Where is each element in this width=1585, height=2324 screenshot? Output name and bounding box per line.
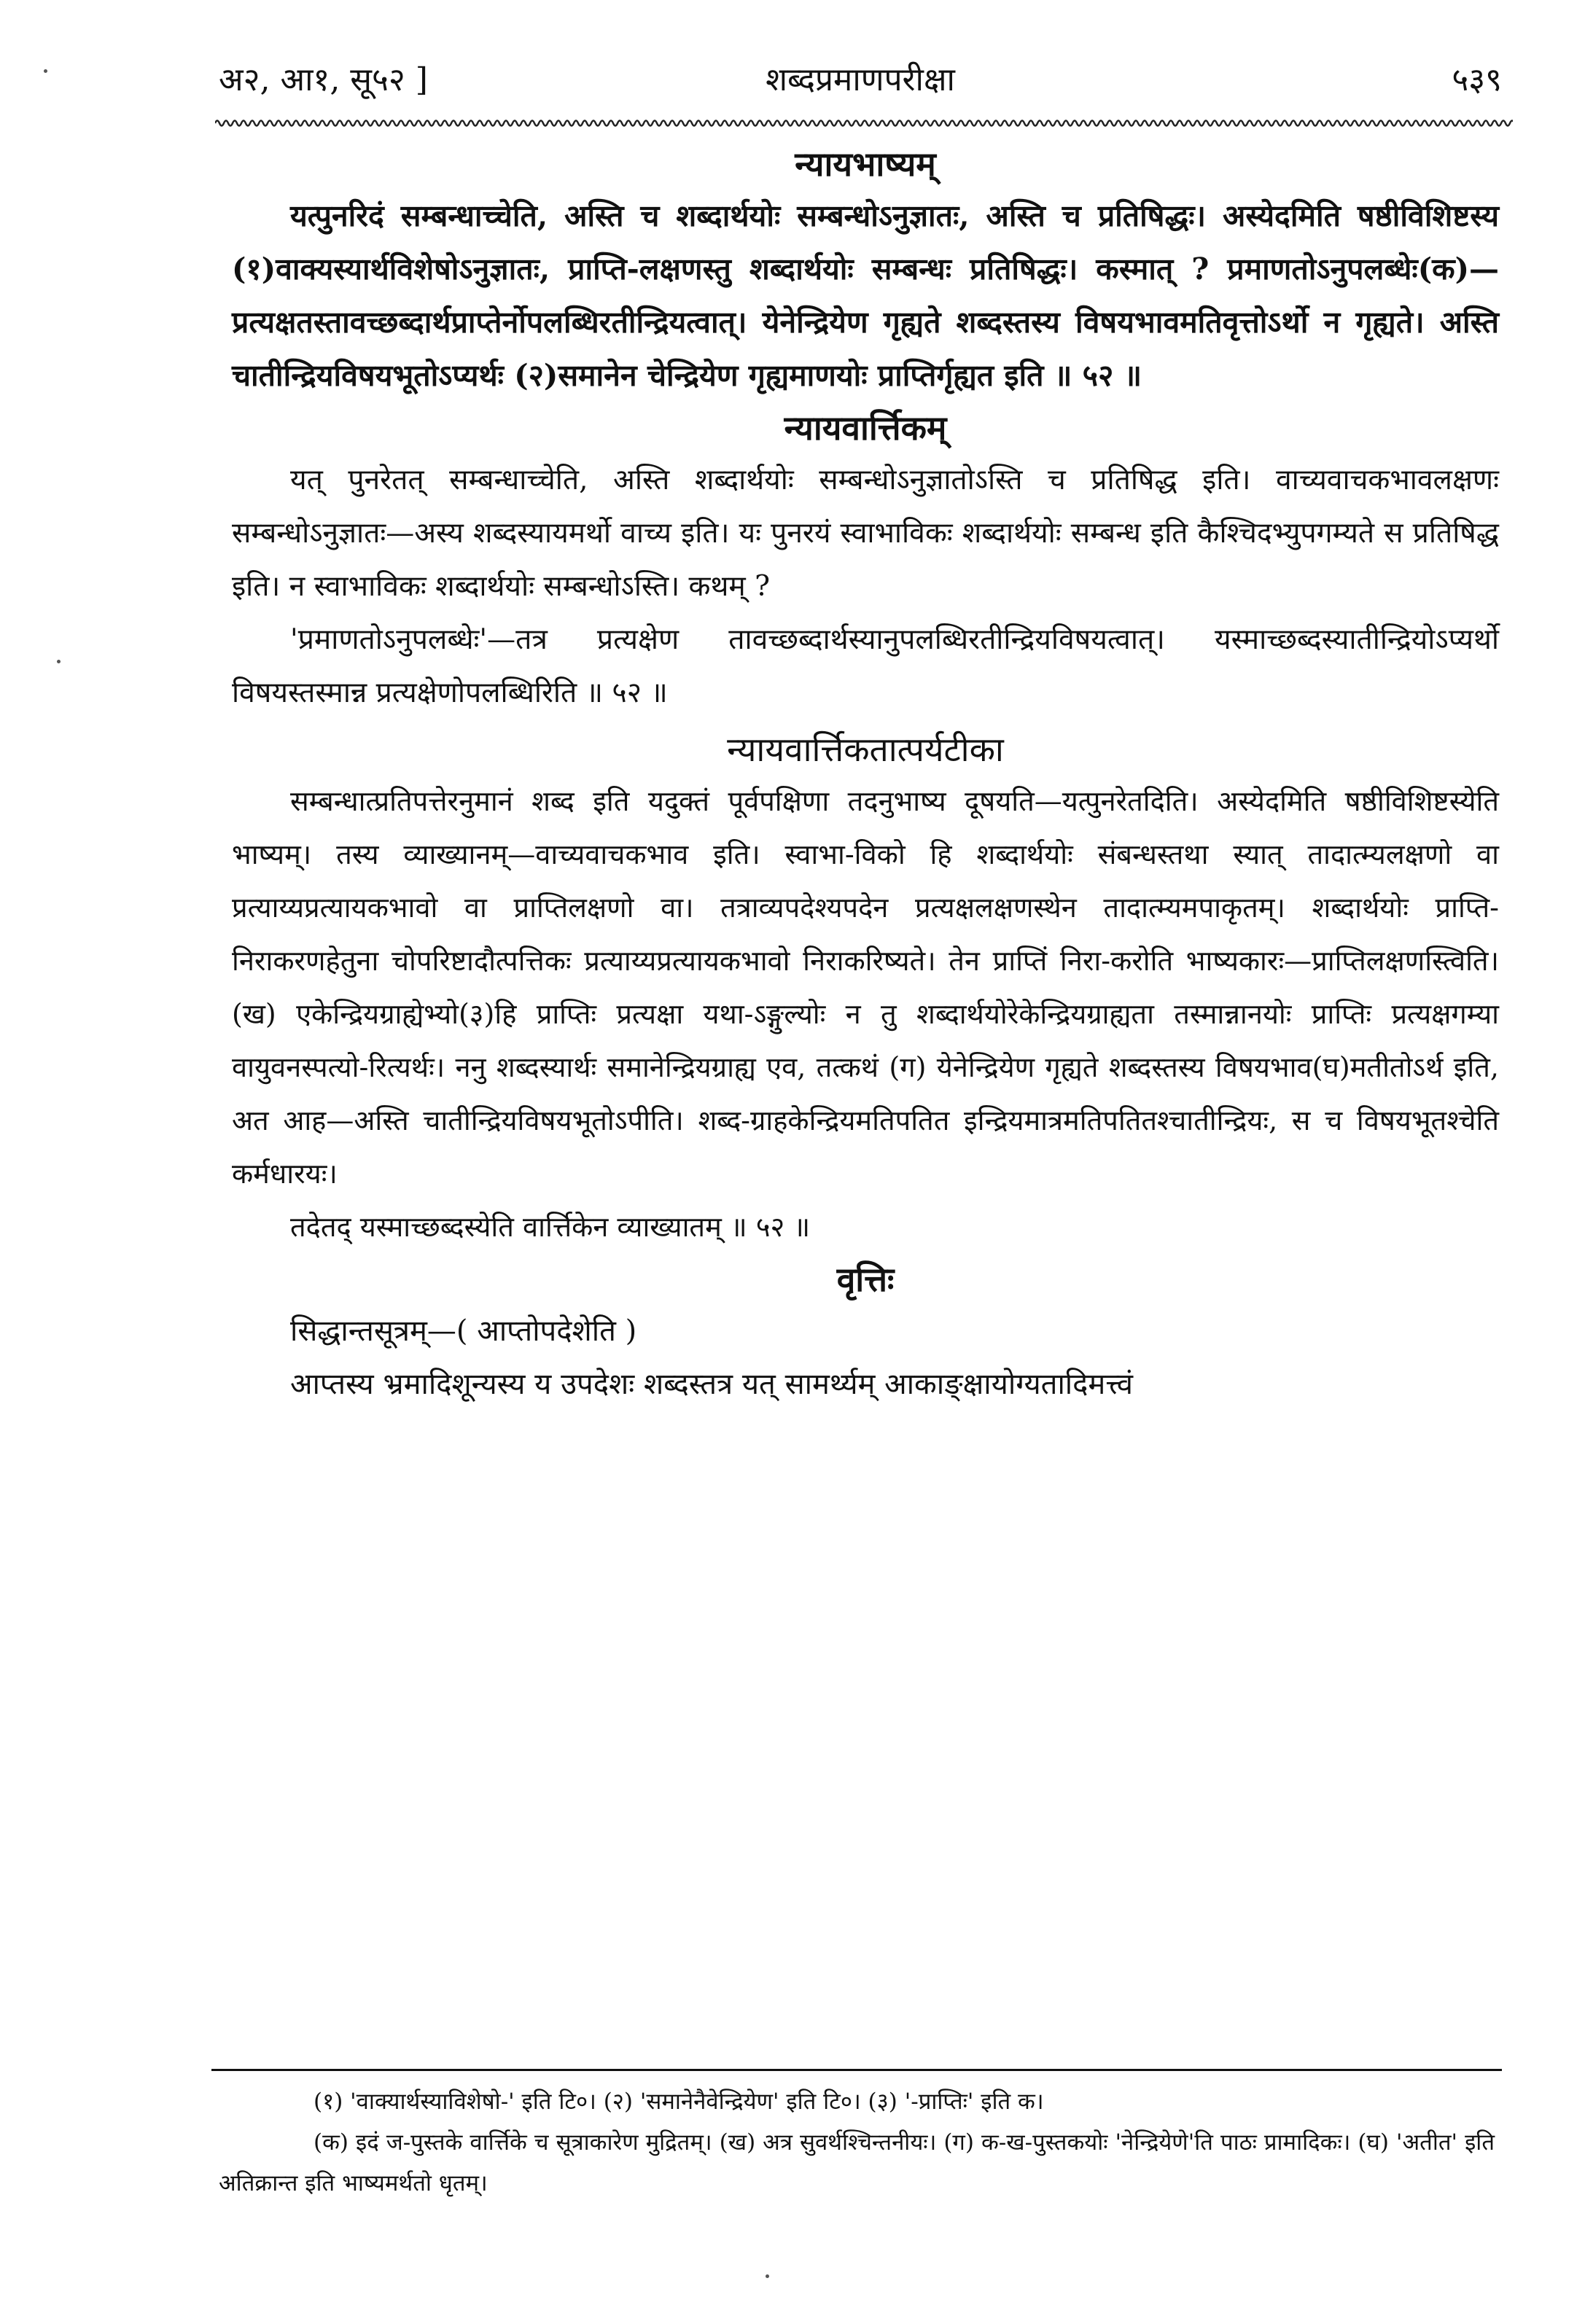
running-header (219, 51, 1502, 109)
section-heading-tatparyatika: न्यायवार्त्तिकतात्पर्यटीका (727, 730, 1004, 769)
section-heading-nyayabhashyam: न्यायभाष्यम् (795, 144, 936, 184)
tika-paragraph-2: तदेतद् यस्माच्छब्दस्येति वार्त्तिकेन व्याख्यातम् ॥ ५२ ॥ (290, 1211, 811, 1243)
section-heading-vrtti: वृत्तिः (836, 1260, 895, 1299)
header-section-title: शब्दप्रमाणपरीक्षा (766, 61, 955, 98)
footnote-separator-rule (211, 2069, 1502, 2071)
varttika-paragraph-2: 'प्रमाणतोऽनुपलब्धेः'—तत्र प्रत्यक्षेण तावच्छब्दार्थस्यानुपलब्धिरतीन्द्रियविषयत्वात्। यस्माच्छब्दस्यातीन्द्रियोऽप्यर्थो विषयस्तस्मान्न प्रत्यक्षेणोपलब्धिरिति ॥ ५२ ॥ (232, 623, 1499, 709)
wavy-header-rule (215, 117, 1513, 130)
header-sutra-reference: अ२, आ१, सू५२ ] (219, 61, 428, 98)
varttika-paragraph-1: यत् पुनरेतत् सम्बन्धाच्चेति, अस्ति शब्दार्थयोः सम्बन्धोऽनुज्ञातोऽस्ति च प्रतिषिद्ध इति। वाच्यवाचकभावलक्षणः सम्बन्धोऽनुज्ञातः—अस्य शब्दस्यायमर्थो वाच्य इति। यः पुनरयं स्वाभाविकः शब्दार्थयोः सम्बन्ध इति कैश्चिदभ्युपगम्यते स प्रतिषिद्ध इति। न स्वाभाविकः शब्दार्थयोः सम्बन्धोऽस्ति। कथम् ? (232, 464, 1499, 603)
header-page-number: ५३९ (1452, 61, 1502, 98)
footnote-lettered: (क) इदं ज-पुस्तके वार्त्तिके च सूत्राकारेण मुद्रितम्। (ख) अत्र सुवर्थश्चिन्तनीयः। (ग) क-ख-पुस्तकयोः 'नेन्द्रियेणे'ति पाठः प्रामादिकः। (घ) 'अतीत' इति अतिक्रान्त इति भाष्यमर्थतो धृतम्। (219, 2129, 1495, 2196)
main-text (232, 139, 1499, 1411)
vrtti-paragraph: आप्तस्य भ्रमादिशून्यस्य य उपदेशः शब्दस्तत्र यत् सामर्थ्यम् आकाङ्क्षायोग्यतादिमत्त्वं (290, 1368, 1134, 1401)
margin-speck (44, 69, 47, 73)
tika-paragraph-1: सम्बन्धात्प्रतिपत्तेरनुमानं शब्द इति यदुक्तं पूर्वपक्षिणा तदनुभाष्य दूषयति—यत्पुनरेतदिति। अस्येदमिति षष्ठीविशिष्टस्येति भाष्यम्। तस्य व्याख्यानम्—वाच्यवाचकभाव इति। स्वाभा-विको हि शब्दार्थयोः संबन्धस्तथा स्यात् तादात्म्यलक्षणो वा प्रत्याय्यप्रत्यायकभावो वा प्राप्तिलक्षणो वा। तत्राव्यपदेश्यपदेन प्रत्यक्षलक्षणस्थेन तादात्म्यमपाकृतम्। शब्दार्थयोः प्राप्ति-निराकरणहेतुना चोपरिष्टादौत्पत्तिकः प्रत्याय्यप्रत्यायकभावो निराकरिष्यते। तेन प्राप्तिं निरा-करोति भाष्यकारः—प्राप्तिलक्षणस्त्विति। (ख) एकेन्द्रियग्राह्येभ्यो(३)हि प्राप्तिः प्रत्यक्षा यथा-ऽङ्गुल्योः न तु शब्दार्थयोरेकेन्द्रियग्राह्यता तस्मान्नानयोः प्राप्तिः प्रत्यक्षगम्या वायुवनस्पत्यो-रित्यर्थः। ननु शब्दस्यार्थः समानेन्द्रियग्राह्य एव, तत्कथं (ग) येनेन्द्रियेण गृह्यते शब्दस्तस्य विषयभाव(घ)मतीतोऽर्थ इति, अत आह—अस्ति चातीन्द्रियविषयभूतोऽपीति। शब्द-ग्राहकेन्द्रियमतिपतित इन्द्रियमात्रमतिपतितश्चातीन्द्रियः, स च विषयभूतश्चेति कर्मधारयः। (232, 785, 1499, 1190)
margin-speck (766, 2274, 769, 2278)
footnote-numbered: (१) 'वाक्यार्थस्याविशेषो-' इति टि०। (२) 'समानेनैवेन्द्रियेण' इति टि०। (३) '-प्राप्तिः' इति क। (314, 2089, 1044, 2115)
vrtti-sutra-line: सिद्धान्तसूत्रम्—( आप्तोपदेशेति ) (290, 1314, 637, 1348)
bhashya-paragraph: यत्पुनरिदं सम्बन्धाच्चेति, अस्ति च शब्दार्थयोः सम्बन्धोऽनुज्ञातः, अस्ति च प्रतिषिद्धः। अस्येदमिति षष्ठीविशिष्टस्य (१)वाक्यस्यार्थविशेषोऽनुज्ञातः, प्राप्ति-लक्षणस्तु शब्दार्थयोः सम्बन्धः प्रतिषिद्धः। कस्मात् ? प्रमाणतोऽनुपलब्धेः(क)— प्रत्यक्षतस्तावच्छब्दार्थप्राप्तेर्नोपलब्धिरतीन्द्रियत्वात्। येनेन्द्रियेण गृह्यते शब्दस्तस्य विषयभावमतिवृत्तोऽर्थो न गृह्यते। अस्ति चातीन्द्रियविषयभूतोऽप्यर्थः (२)समानेन चेन्द्रियेण गृह्यमाणयोः प्राप्तिर्गृह्यत इति ॥ ५२ ॥ (232, 198, 1499, 393)
margin-speck (57, 660, 61, 663)
section-heading-nyayavarttikam: न्यायवार्त्तिकम् (784, 408, 947, 448)
footnotes (219, 2081, 1495, 2204)
